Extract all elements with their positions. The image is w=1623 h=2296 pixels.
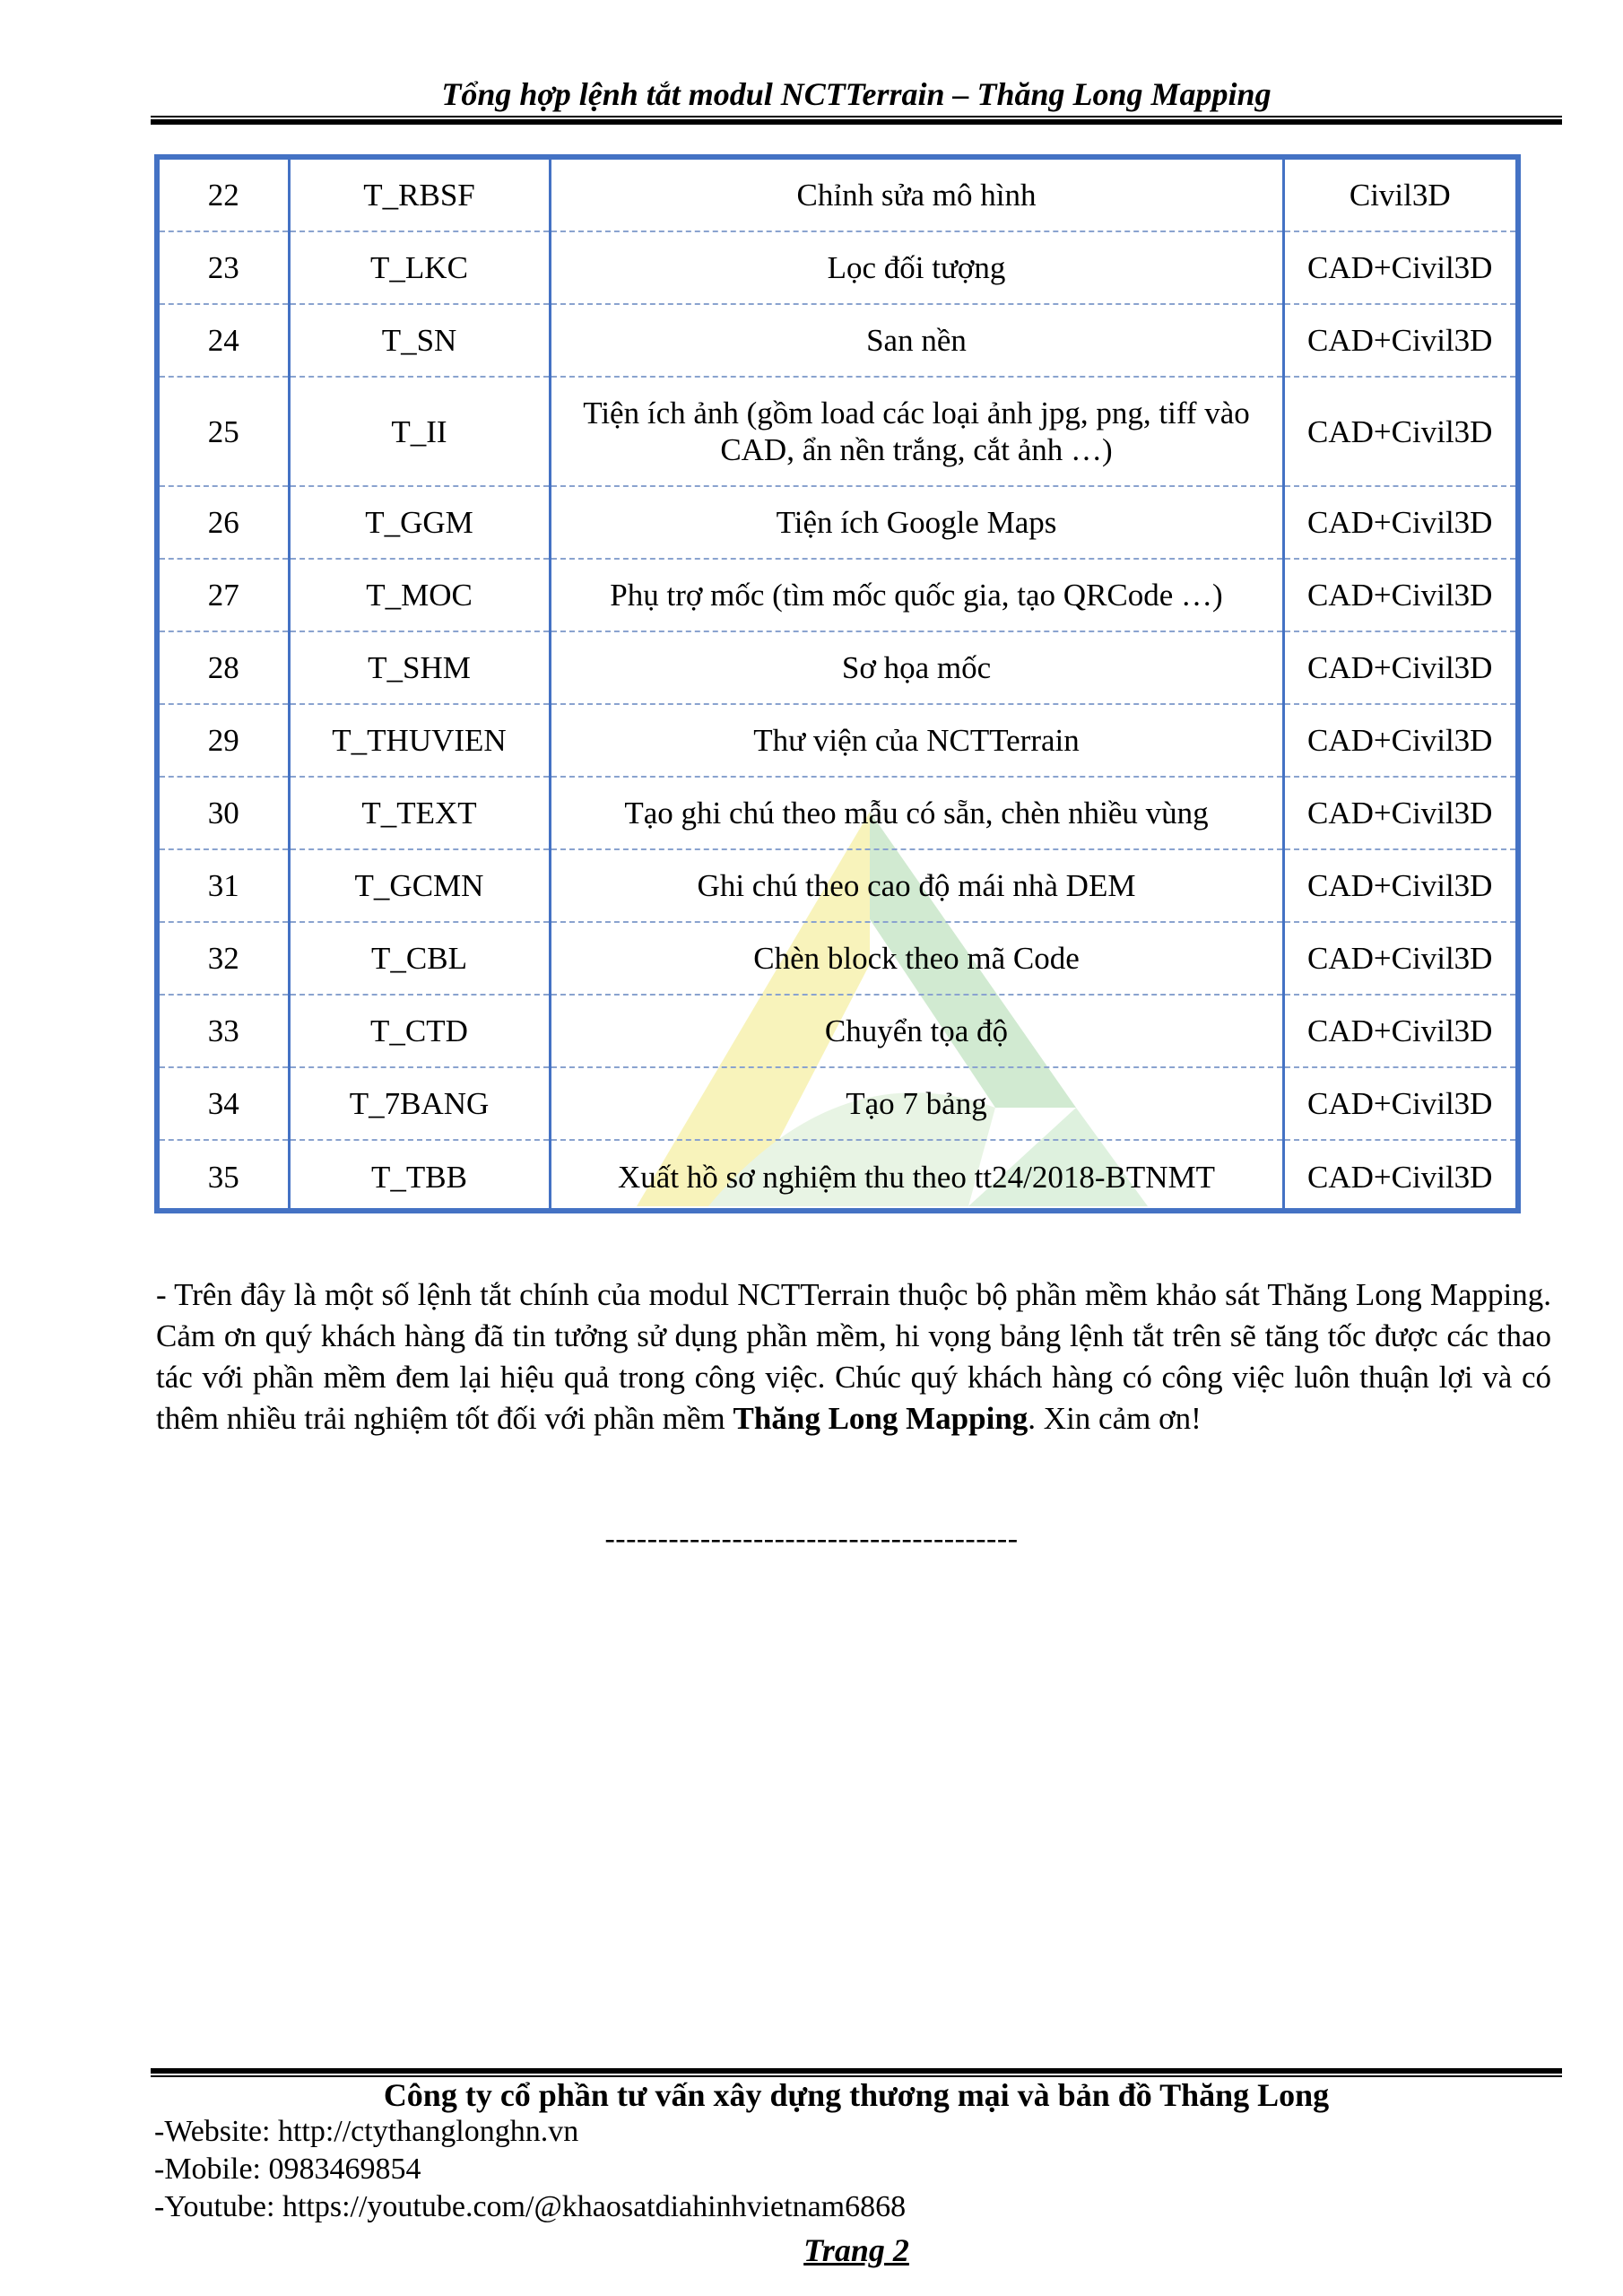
row-number: 29 [160,704,289,777]
command-code: T_7BANG [289,1067,550,1140]
closing-paragraph [156,1274,1551,1439]
table-row [160,377,1515,486]
command-description: Tạo ghi chú theo mẫu có sẵn, chèn nhiều vùng [550,777,1283,849]
command-description: Chuyển tọa độ [550,995,1283,1067]
table-row [160,777,1515,849]
command-platform: CAD+Civil3D [1283,995,1515,1067]
command-platform: Civil3D [1283,160,1515,231]
command-code: T_SHM [289,631,550,704]
mobile-line: -Mobile: 0983469854 [154,2152,421,2186]
website-line: -Website: http://ctythanglonghn.vn [154,2115,579,2148]
command-code: T_GGM [289,486,550,559]
command-platform: CAD+Civil3D [1283,704,1515,777]
table-row [160,231,1515,304]
command-description: Lọc đối tượng [550,231,1283,304]
table-row [160,995,1515,1067]
table-row [160,631,1515,704]
row-number: 34 [160,1067,289,1140]
command-description: Tạo 7 bảng [550,1067,1283,1140]
command-code: T_LKC [289,231,550,304]
command-description: San nền [550,304,1283,377]
table-row [160,849,1515,922]
command-description: Tiện ích ảnh (gồm load các loại ảnh jpg, png, tiff vào CAD, ẩn nền trắng, cắt ảnh …) [550,377,1283,486]
command-description: Thư viện của NCTTerrain [550,704,1283,777]
command-description: Tiện ích Google Maps [550,486,1283,559]
command-description: Chỉnh sửa mô hình [550,160,1283,231]
table-row [160,486,1515,559]
command-platform: CAD+Civil3D [1283,922,1515,995]
row-number: 24 [160,304,289,377]
row-number: 26 [160,486,289,559]
row-number: 27 [160,559,289,631]
command-platform: CAD+Civil3D [1283,304,1515,377]
command-description: Xuất hồ sơ nghiệm thu theo tt24/2018-BTNMT [550,1140,1283,1213]
command-code: T_TBB [289,1140,550,1213]
command-platform: CAD+Civil3D [1283,849,1515,922]
table-row [160,559,1515,631]
command-code: T_II [289,377,550,486]
command-code: T_CBL [289,922,550,995]
row-number: 30 [160,777,289,849]
closing-thanks: . Xin cảm ơn! [1028,1401,1202,1436]
row-number: 31 [160,849,289,922]
command-platform: CAD+Civil3D [1283,486,1515,559]
command-code: T_GCMN [289,849,550,922]
command-description: Phụ trợ mốc (tìm mốc quốc gia, tạo QRCode …) [550,559,1283,631]
table-row [160,1067,1515,1140]
command-platform: CAD+Civil3D [1283,777,1515,849]
table-row [160,704,1515,777]
row-number: 35 [207,1160,239,1195]
row-number: 28 [160,631,289,704]
command-code: T_SN [289,304,550,377]
command-code: T_MOC [289,559,550,631]
command-description: Ghi chú theo cao độ mái nhà DEM [550,849,1283,922]
table-row [160,1140,1515,1213]
command-description: Chèn block theo mã Code [550,922,1283,995]
page-number: Trang 2 [803,2232,909,2268]
closing-paragraph-text: - Trên đây là một số lệnh tắt chính của modul NCTTerrain thuộc bộ phần mềm khảo sát Thăng Long Mapping. Cảm ơn quý khách hàng đã tin tưởng sử dụng phần mềm, hi vọng bảng lệnh tắt trên sẽ tăng tốc được các thao tác với phần mềm đem lại hiệu quả trong công việc. Chúc quý khách hàng có công việc luôn thuận lợi và có thêm nhiều trải nghiệm tốt đối với phần mềm [156,1277,1551,1436]
row-number: 23 [160,231,289,304]
command-platform: CAD+Civil3D [1283,631,1515,704]
command-platform: CAD+Civil3D [1283,1140,1515,1213]
row-number: 32 [160,922,289,995]
command-code: T_RBSF [289,160,550,231]
table-row [160,922,1515,995]
table-row [160,160,1515,231]
table-row [160,304,1515,377]
command-code: T_THUVIEN [289,704,550,777]
command-code: T_CTD [289,995,550,1067]
command-description: Sơ họa mốc [550,631,1283,704]
command-platform: CAD+Civil3D [1283,1067,1515,1140]
command-table [160,160,1515,1213]
youtube-line: -Youtube: https://youtube.com/@khaosatdiahinhvietnam6868 [154,2190,907,2223]
company-name: Công ty cổ phần tư vấn xây dựng thương mại và bản đồ Thăng Long [383,2077,1330,2113]
row-number: 25 [160,377,289,486]
row-number: 22 [160,160,289,231]
brand-name: Thăng Long Mapping [733,1401,1028,1436]
header-rule-thick [151,119,1562,125]
section-separator: --------------------------------------- [604,1522,1019,1555]
command-platform: CAD+Civil3D [1283,559,1515,631]
page-header-title: Tổng hợp lệnh tắt modul NCTTerrain – Thăng Long Mapping [441,76,1271,112]
footer-rule-thick [151,2068,1562,2074]
header-rule-thin [151,116,1562,117]
command-code: T_TEXT [289,777,550,849]
command-platform: CAD+Civil3D [1283,377,1515,486]
row-number: 33 [160,995,289,1067]
command-platform: CAD+Civil3D [1283,231,1515,304]
